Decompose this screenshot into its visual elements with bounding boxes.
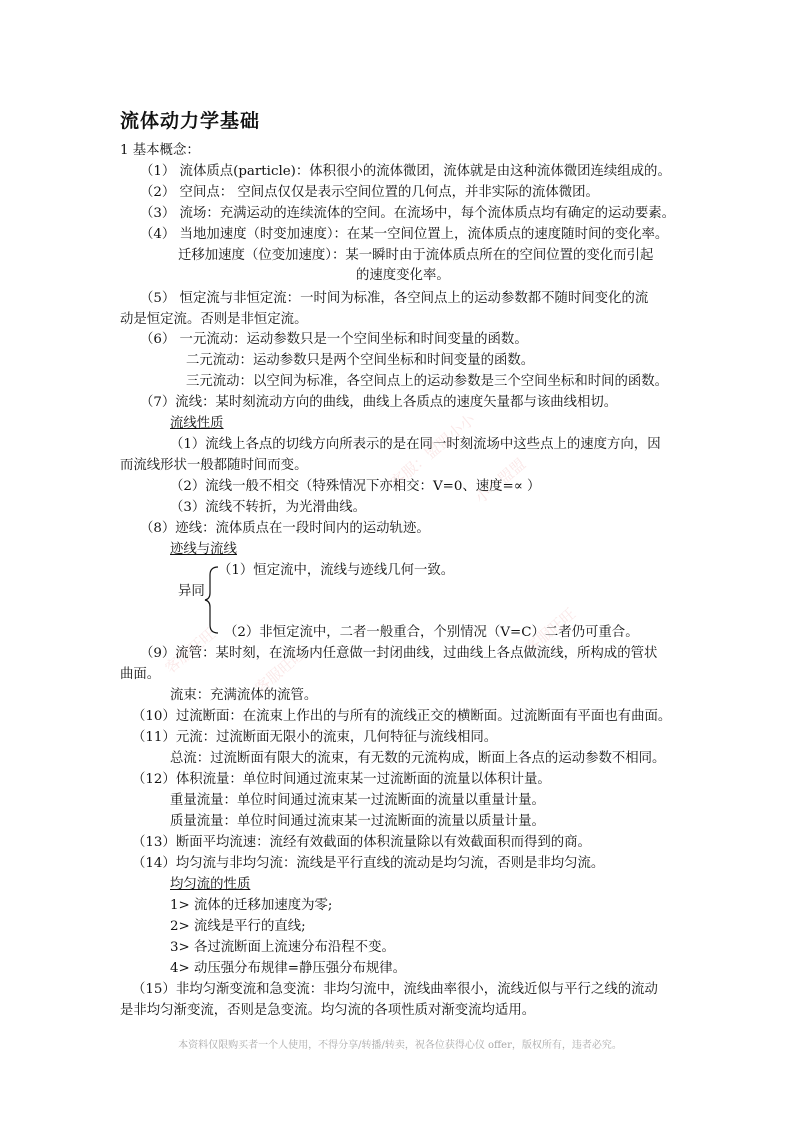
footer-notice: 本资料仅限购买者一个人使用，不得分享/转播/转卖，祝各位获得心仪 offer，版权所有，违者必究。 bbox=[178, 1040, 622, 1051]
page-title: 流体动力学基础 bbox=[120, 110, 261, 132]
curly-brace-icon bbox=[204, 565, 222, 635]
watermark: 客服旺旺 bbox=[251, 644, 310, 698]
text-line: 流束：充满流体的流管。 bbox=[170, 688, 318, 703]
text-line: 的速度变化率。 bbox=[356, 268, 450, 283]
text-line: （11）元流：过流断面无限小的流束，几何特征与流线相同。 bbox=[132, 730, 498, 745]
text-line: （2） 空间点： 空间点仅仅是表示空间位置的几何点，并非实际的流体微团。 bbox=[140, 185, 599, 200]
watermark: 客服旺旺 bbox=[521, 604, 580, 658]
watermark: 客服旺旺 bbox=[161, 624, 220, 678]
list-item: 3> 各过流断面上流速分布沿程不变。 bbox=[170, 940, 395, 955]
subheading: 均匀流的性质 bbox=[170, 877, 251, 892]
text-line: （7）流线：某时刻流动方向的曲线，曲线上各质点的速度矢量都与该曲线相切。 bbox=[140, 395, 618, 410]
list-item: 1> 流体的迁移加速度为零; bbox=[170, 898, 333, 913]
watermark: 客服：盟盟小小 bbox=[386, 410, 479, 492]
text-line: 迁移加速度（位变加速度）：某一瞬时由于流体质点所在的空间位置的变化而引起 bbox=[178, 248, 654, 263]
text-line: （3） 流场：充满运动的连续流体的空间。在流场中，每个流体质点均有确定的运动要素。 bbox=[140, 206, 676, 221]
text-line: 动是恒定流。否则是非恒定流。 bbox=[120, 312, 308, 327]
text-line: 而流线形状一般都随时间而变。 bbox=[120, 458, 308, 473]
watermark: 小小盟盟 bbox=[471, 454, 530, 508]
text-line: （6） 一元流动：运动参数只是一个空间坐标和时间变量的函数。 bbox=[140, 332, 528, 347]
text-line: （1）恒定流中，流线与迹线几何一致。 bbox=[218, 563, 455, 578]
text-line: （2）流线一般不相交（特殊情况下亦相交：V=0、速度=∝ ） bbox=[170, 479, 541, 494]
list-item: 4> 动压强分布规律=静压强分布规律。 bbox=[170, 961, 407, 976]
list-item: 2> 流线是平行的直线; bbox=[170, 919, 306, 934]
text-line: 重量流量：单位时间通过流束某一过流断面的流量以重量计量。 bbox=[170, 793, 545, 808]
text-line: （9）流管：某时刻，在流场内任意做一封闭曲线，过曲线上各点做流线，所构成的管状 bbox=[140, 646, 658, 661]
text-line: （15）非均匀渐变流和急变流：非均匀流中，流线曲率很小，流线近似与平行之线的流动 bbox=[132, 982, 658, 997]
text-line: （12）体积流量：单位时间通过流束某一过流断面的流量以体积计量。 bbox=[132, 772, 551, 787]
text-line: 三元流动：以空间为标准，各空间点上的运动参数是三个空间坐标和时间的函数。 bbox=[186, 374, 669, 389]
text-line: （10）过流断面：在流束上作出的与所有的流线正交的横断面。过流断面有平面也有曲面。 bbox=[132, 709, 672, 724]
text-line: （3）流线不转折，为光滑曲线。 bbox=[170, 500, 366, 515]
text-line: （13）断面平均流速：流经有效截面的体积流量除以有效截面积而得到的商。 bbox=[132, 835, 591, 850]
section-heading: 1 基本概念： bbox=[120, 143, 200, 158]
subheading: 迹线与流线 bbox=[170, 542, 237, 557]
text-line: 总流：过流断面有限大的流束，有无数的元流构成，断面上各点的运动参数不相同。 bbox=[170, 751, 666, 766]
subheading: 流线性质 bbox=[170, 416, 224, 431]
text-line: （8）迹线：流体质点在一段时间内的运动轨迹。 bbox=[140, 521, 430, 536]
text-line: （14）均匀流与非均匀流：流线是平行直线的流动是均匀流，否则是非均匀流。 bbox=[132, 856, 605, 871]
text-line: 异同 bbox=[178, 584, 205, 599]
text-line: 二元流动：运动参数只是两个空间坐标和时间变量的函数。 bbox=[186, 353, 535, 368]
text-line: （1） 流体质点(particle)：体积很小的流体微团，流体就是由这种流体微团连续组成的。 bbox=[140, 164, 671, 179]
text-line: （5） 恒定流与非恒定流：一时间为标准，各空间点上的运动参数都不随时间变化的流 bbox=[140, 291, 649, 306]
text-line: 是非均匀渐变流，否则是急变流。均匀流的各项性质对渐变流均适用。 bbox=[120, 1003, 536, 1018]
text-line: （1）流线上各点的切线方向所表示的是在同一时刻流场中这些点上的速度方向，因 bbox=[170, 437, 661, 452]
text-line: 曲面。 bbox=[120, 667, 161, 682]
text-line: （4） 当地加速度（时变加速度）：在某一空间位置上，流体质点的速度随时间的变化率。 bbox=[140, 227, 669, 242]
text-line: 质量流量：单位时间通过流束某一过流断面的流量以质量计量。 bbox=[170, 814, 545, 829]
text-line: （2）非恒定流中，二者一般重合，个别情况（V=C）二者仍可重合。 bbox=[224, 625, 639, 640]
